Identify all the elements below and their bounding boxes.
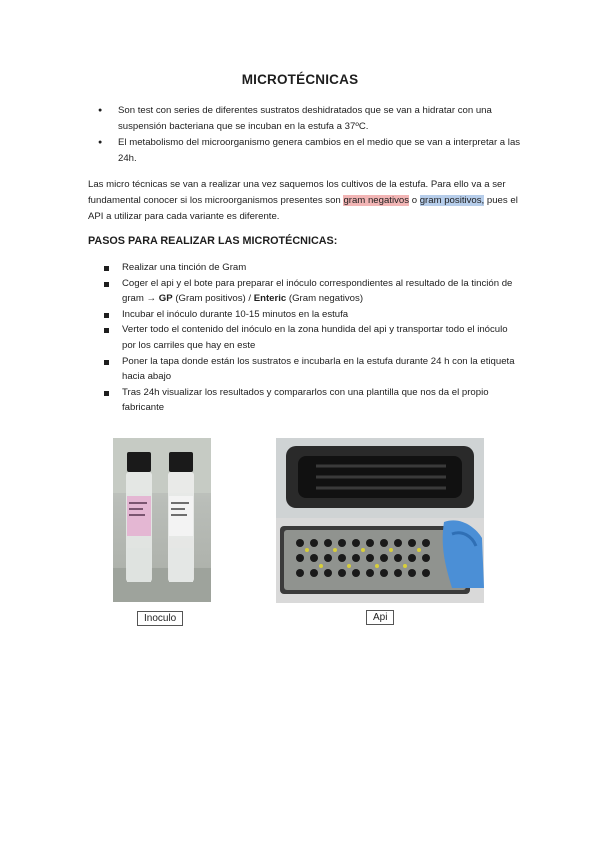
step-item — [104, 276, 524, 307]
step-text: (Gram positivos) / — [172, 293, 254, 305]
api-photo — [276, 438, 484, 603]
step-text: Coger el api y el bote para preparar el inóculo correspondientes al resultado de la tinción de gram → — [122, 277, 513, 305]
highlight-gram-negativos: gram negativos — [343, 195, 410, 206]
inoculo-caption: Inoculo — [137, 611, 183, 626]
api-caption: Api — [366, 610, 394, 625]
inoculo-vials-illustration — [113, 438, 211, 602]
step-item: Poner la tapa donde están los sustratos e incubarla en la estufa durante 24 h con la etiqueta hacia abajo — [104, 354, 524, 385]
inoculo-photo — [113, 438, 211, 602]
step-text: (Gram negativos) — [286, 293, 364, 305]
step-item: Incubar el inóculo durante 10-15 minutos en la estufa — [104, 307, 524, 323]
step-item: Tras 24h visualizar los resultados y compararlos con una plantilla que nos da el propio fabricante — [104, 385, 524, 416]
step-item: Verter todo el contenido del inóculo en la zona hundida del api y transportar todo el inóculo por los carriles que hay en este — [104, 322, 524, 353]
api-strip-illustration — [276, 438, 484, 603]
step-gp-bold: GP — [158, 293, 173, 305]
highlight-gram-positivos: gram positivos, — [419, 195, 485, 206]
paragraph-text: pues el API a utilizar para cada variante es diferente. — [88, 195, 518, 222]
step-enteric-bold: Enteric — [253, 293, 287, 305]
paragraph-text: Las micro técnicas se van a realizar una vez saquemos los cultivos de la estufa. Para ello va a ser fundamental conocer si los microorganismos presentes son — [88, 179, 506, 206]
intro-paragraph — [88, 177, 518, 225]
intro-bullet: ● Son test con series de diferentes sustratos deshidratados que se van a hidratar con una suspensión bacteriana que se incuban en la estufa a 37ºC. — [92, 103, 532, 135]
step-item: Realizar una tinción de Gram — [104, 260, 524, 276]
intro-bullet-list — [92, 103, 532, 167]
page-title: MICROTÉCNICAS — [241, 72, 359, 87]
paragraph-text: o — [409, 195, 420, 206]
steps-list — [104, 260, 524, 416]
intro-bullet: ● El metabolismo del microorganismo genera cambios en el medio que se van a interpretar a las 24h. — [92, 135, 532, 167]
section-heading: PASOS PARA REALIZAR LAS MICROTÉCNICAS: — [88, 235, 338, 247]
